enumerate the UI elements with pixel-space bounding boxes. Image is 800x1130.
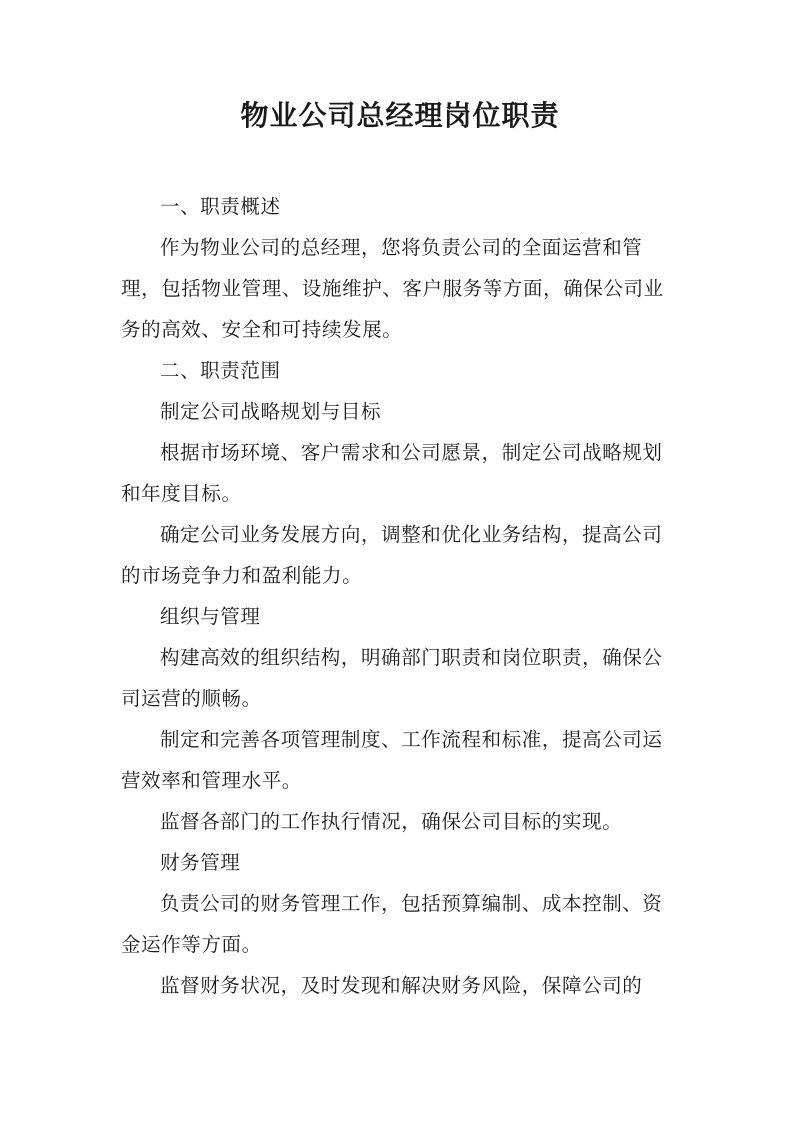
section-heading-overview: 一、职责概述 [160,195,281,218]
paragraph-finance-1: 负责公司的财务管理工作，包括预算编制、成本控制、资金运作等方面。 [121,892,663,956]
subheading-strategy: 制定公司战略规划与目标 [160,400,382,423]
paragraph-finance-2: 监督财务状况，及时发现和解决财务风险，保障公司的 [160,974,643,997]
paragraph-strategy-2: 确定公司业务发展方向，调整和优化业务结构，提高公司的市场竞争力和盈利能力。 [121,523,663,587]
document-body [121,186,681,1006]
paragraph-organization-1: 构建高效的组织结构，明确部门职责和岗位职责，确保公司运营的顺畅。 [121,646,663,710]
paragraph-overview: 作为物业公司的总经理，您将负责公司的全面运营和管理，包括物业管理、设施维护、客户服务等方面，确保公司业务的高效、安全和可持续发展。 [121,236,664,341]
subheading-organization: 组织与管理 [160,605,261,628]
paragraph-organization-3: 监督各部门的工作执行情况，确保公司目标的实现。 [160,810,623,833]
paragraph-organization-2: 制定和完善各项管理制度、工作流程和标准，提高公司运营效率和管理水平。 [121,728,663,792]
section-heading-scope: 二、职责范围 [160,359,281,382]
document-title: 物业公司总经理岗位职责 [240,99,560,132]
paragraph-strategy-1: 根据市场环境、客户需求和公司愿景，制定公司战略规划和年度目标。 [121,441,663,505]
subheading-finance: 财务管理 [160,851,241,874]
